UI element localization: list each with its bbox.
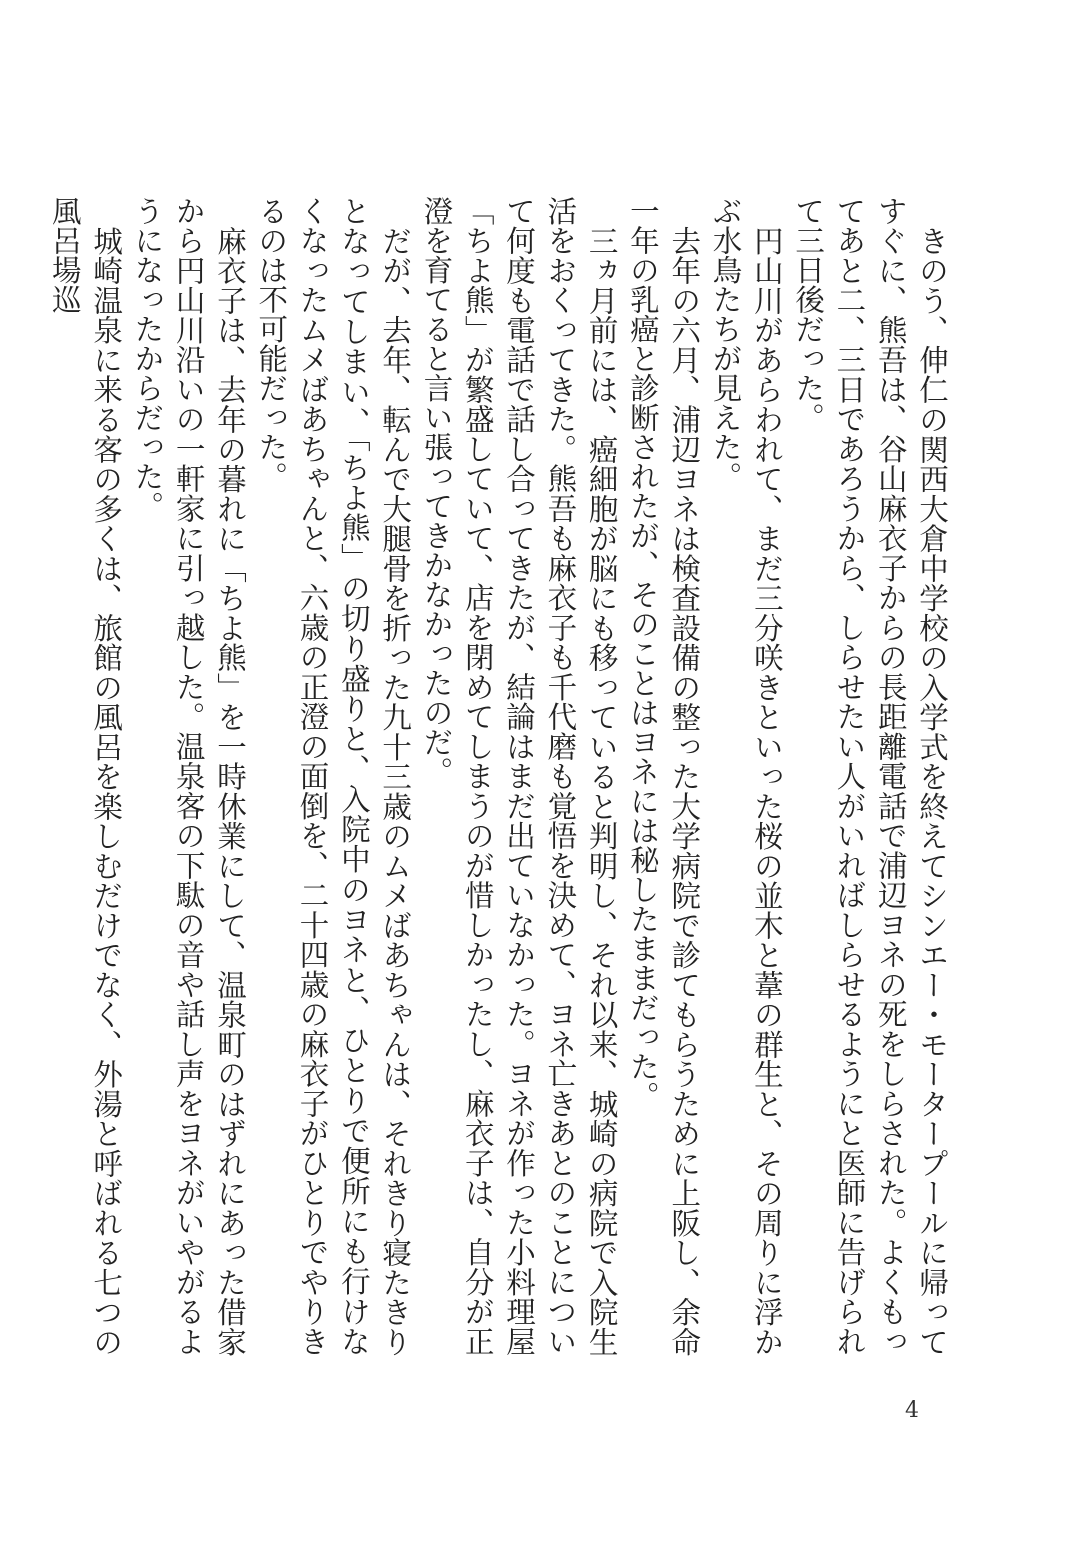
paragraph-3: 去年の六月、浦辺ヨネは検査設備の整った大学病院で診てもらうために上阪し、余命一年の乳癌と診断されたが、そのことはヨネには秘したままだった。 bbox=[625, 196, 702, 1356]
paragraph-1: きのう、伸仁の関西大倉中学校の入学式を終えてシンエー・モータープールに帰ってすぐに、熊吾は、谷山麻衣子からの長距離電話で浦辺ヨネの死をしらされた。よくもってあと二、三日であろうから、しらせたい人がいればしらせるようにと医師に告げられて三日後だった。 bbox=[791, 196, 949, 1356]
vertical-text-body bbox=[47, 196, 952, 1356]
paragraph-5: だが、去年、転んで大腿骨を折った九十三歳のムメばあちゃんは、それきり寝たきりとなってしまい、「ちよ熊」の切り盛りと、入院中のヨネと、ひとりで便所にも行けなくなったムメばあちゃんと、六歳の正澄の面倒を、二十四歳の麻衣子がひとりでやりきるのは不可能だった。 bbox=[254, 196, 413, 1356]
paragraph-4: 三ヵ月前には、癌細胞が脳にも移っていると判明し、それ以来、城崎の病院で入院生活をおくってきた。熊吾も麻衣子も千代磨も覚悟を決めて、ヨネ亡きあとのことについて何度も電話で話し合ってきたが、結論はまだ出ていなかった。ヨネが作った小料理屋「ちよ熊」が繁盛していて、店を閉めてしまうのが惜しかったし、麻衣子は、自分が正澄を育てると言い張ってきかなかったのだ。 bbox=[419, 196, 619, 1356]
page-number: 4 bbox=[905, 1398, 919, 1423]
paragraph-7: 城崎温泉に来る客の多くは、旅館の風呂を楽しむだけでなく、外湯と呼ばれる七つの風呂場巡 bbox=[47, 196, 124, 1356]
paragraph-2: 円山川があらわれて、まだ三分咲きといった桜の並木と葦の群生と、その周りに浮かぶ水鳥たちが見えた。 bbox=[708, 196, 784, 1356]
paragraph-6: 麻衣子は、去年の暮れに「ちよ熊」を一時休業にして、温泉町のはずれにあった借家から円山川沿いの一軒家に引っ越した。温泉客の下駄の音や話し声をヨネがいやがるようになったからだった。 bbox=[130, 196, 247, 1356]
